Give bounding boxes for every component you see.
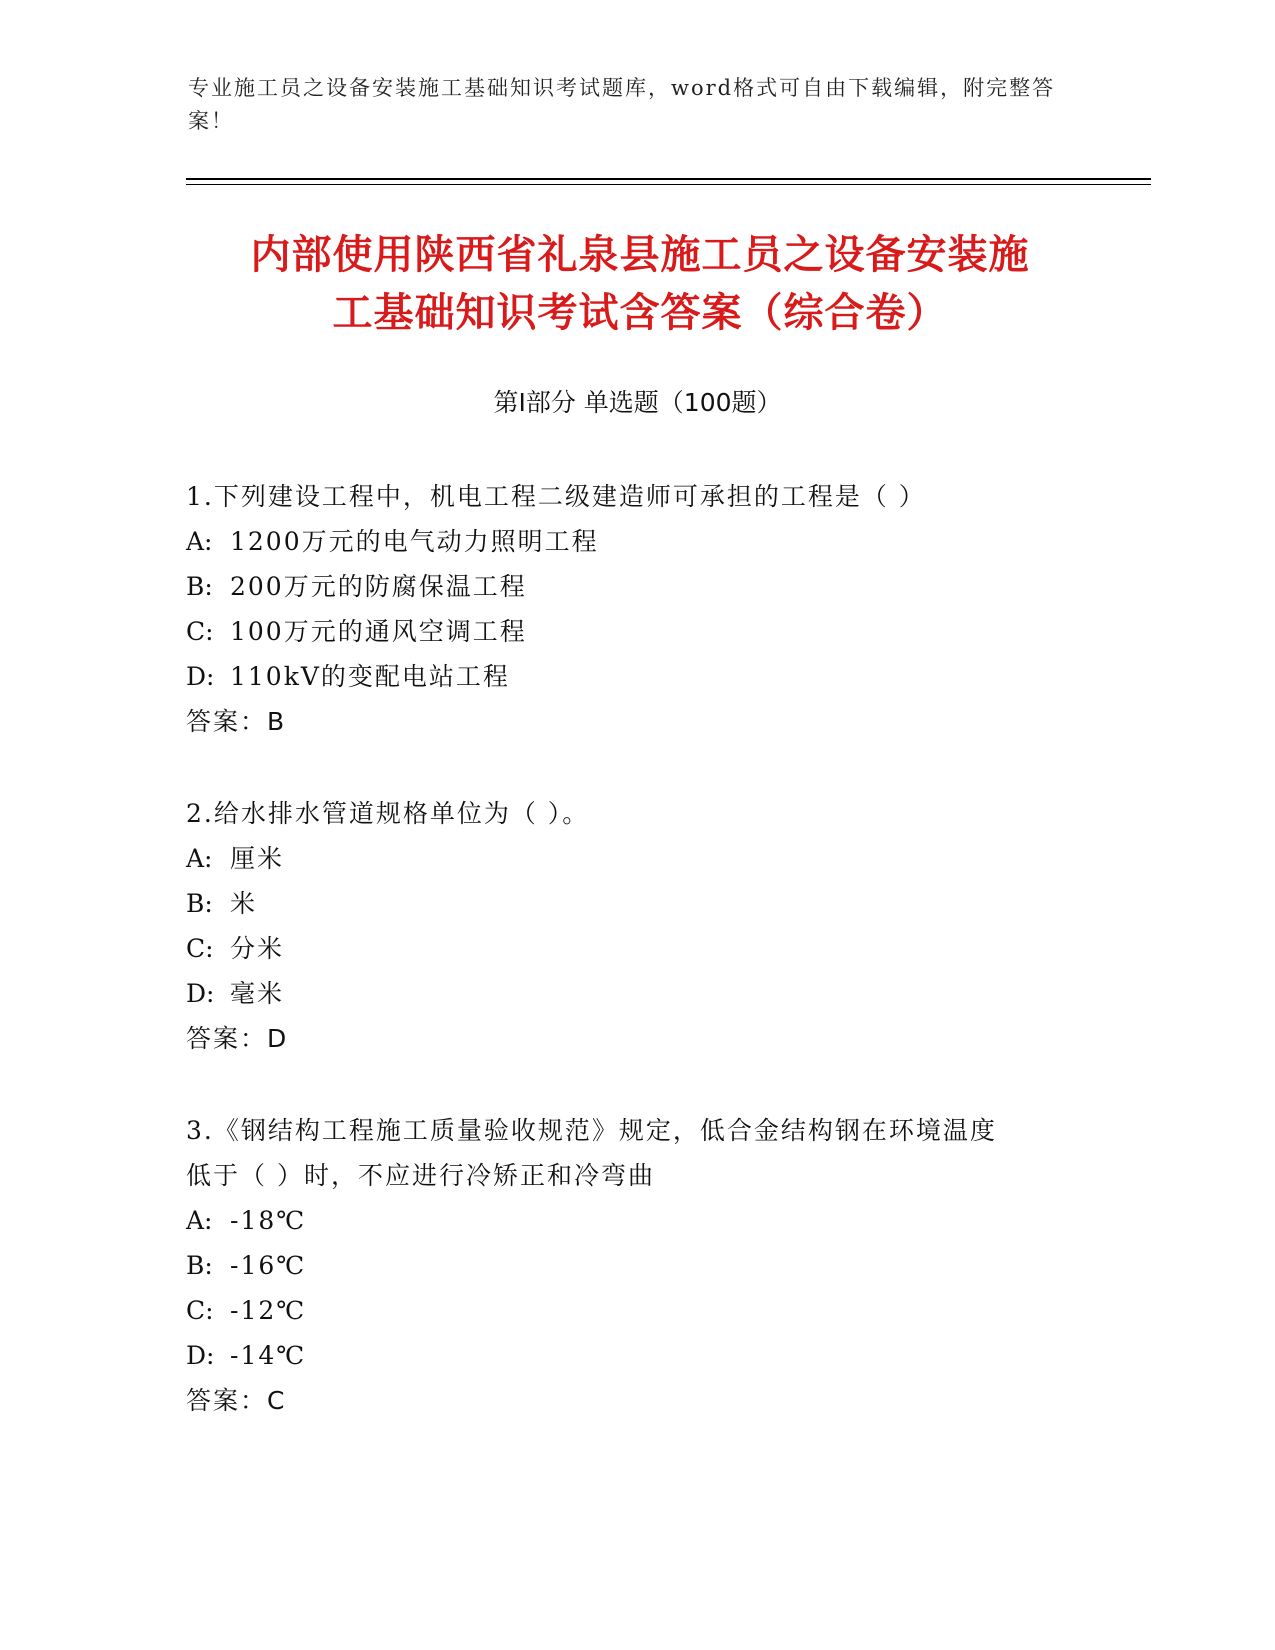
option-letter: B: bbox=[186, 572, 213, 601]
answer-label: 答案： bbox=[186, 1024, 268, 1053]
option-text: 毫米 bbox=[230, 979, 285, 1008]
question-3 bbox=[186, 1108, 1086, 1423]
document-title-line-2: 工基础知识考试含答案（综合卷） bbox=[332, 290, 948, 336]
option-text: 1200万元的电气动力照明工程 bbox=[230, 527, 599, 556]
header-note: 专业施工员之设备安装施工基础知识考试题库，word格式可自由下载编辑，附完整答案！ bbox=[188, 76, 1056, 133]
option-text: 200万元的防腐保温工程 bbox=[230, 572, 527, 601]
option-text: 110kV的变配电站工程 bbox=[230, 662, 510, 691]
option-d bbox=[186, 654, 1086, 699]
option-letter: A: bbox=[186, 844, 213, 873]
option-letter: C: bbox=[186, 934, 214, 963]
option-d bbox=[186, 1333, 1086, 1378]
header-rule-thick bbox=[186, 178, 1151, 180]
option-letter: B: bbox=[186, 1251, 213, 1280]
option-text: -18℃ bbox=[230, 1206, 307, 1235]
option-b bbox=[186, 564, 1086, 609]
option-text: 米 bbox=[230, 889, 258, 918]
option-c bbox=[186, 926, 1086, 971]
document-title-line-1: 内部使用陕西省礼泉县施工员之设备安装施 bbox=[250, 232, 1030, 278]
option-letter: C: bbox=[186, 617, 214, 646]
option-c bbox=[186, 609, 1086, 654]
answer-line bbox=[186, 1378, 1086, 1423]
option-text: 厘米 bbox=[230, 844, 285, 873]
section-title: 第Ⅰ部分 单选题（100题） bbox=[493, 388, 782, 417]
option-letter: D: bbox=[186, 1341, 215, 1370]
option-text: -12℃ bbox=[230, 1296, 307, 1325]
answer-label: 答案： bbox=[186, 1386, 268, 1415]
option-letter: D: bbox=[186, 662, 215, 691]
option-text: 100万元的通风空调工程 bbox=[230, 617, 527, 646]
option-text: 分米 bbox=[230, 934, 285, 963]
option-letter: B: bbox=[186, 889, 213, 918]
option-a bbox=[186, 836, 1086, 881]
answer-value: C bbox=[267, 1386, 285, 1415]
option-d bbox=[186, 971, 1086, 1016]
question-text-line-1: 3.《钢结构工程施工质量验收规范》规定，低合金结构钢在环境温度 bbox=[186, 1116, 997, 1145]
option-text: -14℃ bbox=[230, 1341, 307, 1370]
question-text-line-2: 低于（ ）时，不应进行冷矫正和冷弯曲 bbox=[186, 1161, 655, 1190]
question-list bbox=[186, 474, 1086, 1470]
question-text: 1.下列建设工程中，机电工程二级建造师可承担的工程是（ ） bbox=[186, 482, 926, 511]
question-2 bbox=[186, 791, 1086, 1061]
option-letter: A: bbox=[186, 1206, 213, 1235]
question-1 bbox=[186, 474, 1086, 744]
option-b bbox=[186, 881, 1086, 926]
header-rule-thin bbox=[186, 184, 1151, 185]
option-a bbox=[186, 1198, 1086, 1243]
option-b bbox=[186, 1243, 1086, 1288]
option-text: -16℃ bbox=[230, 1251, 307, 1280]
answer-line bbox=[186, 1016, 1086, 1061]
answer-value: D bbox=[267, 1024, 287, 1053]
document-title bbox=[160, 226, 1120, 342]
answer-value: B bbox=[267, 707, 285, 736]
option-letter: D: bbox=[186, 979, 215, 1008]
option-a bbox=[186, 519, 1086, 564]
question-text: 2.给水排水管道规格单位为（ ）。 bbox=[186, 799, 590, 828]
option-c bbox=[186, 1288, 1086, 1333]
option-letter: C: bbox=[186, 1296, 214, 1325]
answer-label: 答案： bbox=[186, 707, 268, 736]
answer-line bbox=[186, 699, 1086, 744]
option-letter: A: bbox=[186, 527, 213, 556]
